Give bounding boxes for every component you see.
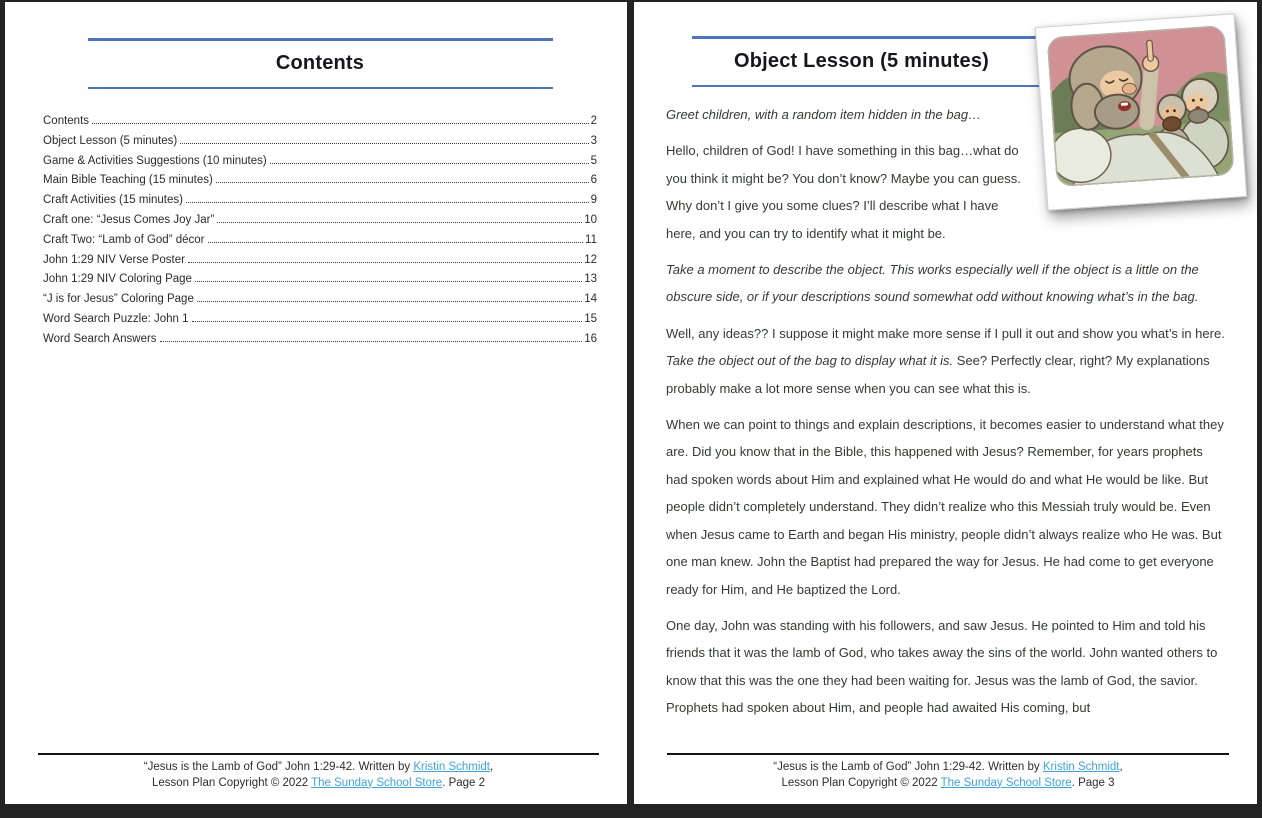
toc-entry-page: 11 [585, 233, 597, 246]
toc-entry-label: Word Search Puzzle: John 1 [43, 312, 189, 325]
footer-attribution-line [38, 760, 599, 776]
footer-rule [667, 753, 1229, 755]
dotted-leader [217, 222, 582, 223]
footer-text: Lesson Plan Copyright © 2022 [151, 776, 312, 789]
dotted-leader [92, 123, 589, 124]
dotted-leader [270, 163, 589, 164]
lesson-paragraph: Hello, children of God! I have something in this bag…what do you think it might be? You don’t know? Maybe you can guess. Why don’t I give you some clues? I’ll describe what I have here, and you can try to identify what it might be. [666, 143, 1021, 241]
toc-entry [43, 273, 597, 285]
toc-entry [43, 293, 597, 305]
toc-entry-page: 2 [590, 115, 597, 127]
dotted-leader [188, 262, 582, 263]
toc-entry-page: 12 [584, 253, 597, 266]
toc-entry-page: 15 [584, 312, 597, 325]
footer-copyright-line [38, 776, 599, 792]
footer-attribution-line [667, 760, 1229, 776]
toc-entry-label: Word Search Answers [43, 332, 157, 345]
dotted-leader [160, 341, 583, 342]
toc-entry-page: 6 [590, 174, 597, 187]
toc-entry-label: Craft Activities (15 minutes) [43, 194, 183, 207]
toc-entry-page: 13 [584, 273, 597, 286]
dotted-leader [186, 202, 589, 203]
store-link[interactable]: The Sunday School Store [311, 776, 443, 789]
toc-entry-page: 10 [584, 213, 597, 226]
dotted-leader [197, 301, 582, 302]
footer-text: Lesson Plan Copyright © 2022 [781, 776, 941, 789]
lesson-paragraph: When we can point to things and explain descriptions, it becomes easier to understand what they are. Did you know that in the Bible, this happened with Jesus? Remember, for years prophets had spoken words about Him and explained what He would do and what He would be like. But people didn’t completely understand. They didn’t realize who this Messiah truly would be. Even when Jesus came to Earth and began His ministry, people didn’t always realize who He was. But one man knew. John the Baptist had prepared the way for Jesus. He had come to get everyone ready for Him, and He baptized the Lord. [666, 417, 1224, 597]
toc-entry-page: 5 [590, 154, 597, 167]
toc-entry-page: 9 [590, 194, 597, 207]
toc-entry-label: Main Bible Teaching (15 minutes) [43, 174, 213, 187]
lesson-paragraph [666, 320, 1227, 402]
polaroid-frame [1035, 13, 1247, 211]
john-baptist-pointing-illustration [1047, 25, 1235, 187]
dotted-leader [192, 321, 583, 322]
stage-direction-paragraph: Take a moment to describe the object. This works especially well if the object is a little on the obscure side, or if your descriptions sound somewhat odd without knowing what’s in the bag. [666, 262, 1199, 305]
toc-entry [43, 214, 597, 226]
toc-entry [43, 155, 597, 167]
toc-entry-label: Contents [43, 115, 90, 127]
footer-rule [38, 753, 599, 755]
contents-title-block [88, 38, 553, 89]
toc-entry-label: Game & Activities Suggestions (10 minutes) [43, 154, 267, 167]
toc-entry [43, 194, 597, 206]
stage-direction-inline: Take the object out of the bag to display what it is. [666, 353, 954, 369]
toc-entry-page: 16 [584, 332, 597, 345]
page-footer [667, 753, 1229, 791]
dotted-leader [208, 242, 584, 243]
page-contents [5, 2, 627, 804]
toc-entry [43, 115, 597, 127]
footer-text: , [1119, 761, 1123, 773]
dotted-leader [195, 281, 582, 282]
toc-entry-label: John 1:29 NIV Coloring Page [43, 273, 192, 286]
toc-entry-label: Craft Two: “Lamb of God” décor [43, 233, 205, 246]
footer-text: “Jesus is the Lamb of God” John 1:29-42. Written by [143, 761, 414, 773]
page-title: Object Lesson (5 minutes) [733, 50, 990, 72]
author-link[interactable]: Kristin Schmidt [413, 761, 490, 773]
footer-page-number: . Page 3 [1071, 776, 1115, 789]
footer-page-number: . Page 2 [442, 776, 486, 789]
title-top-rule [88, 38, 553, 41]
title-bottom-rule [88, 87, 553, 89]
toc-entry-label: Craft one: “Jesus Comes Joy Jar” [43, 213, 215, 226]
toc-entry-label: “J is for Jesus” Coloring Page [43, 293, 194, 306]
footer-text: , [490, 761, 494, 773]
dotted-leader [180, 143, 588, 144]
toc-entry [43, 313, 597, 325]
page-footer [38, 753, 599, 791]
page-title: Contents [275, 52, 365, 74]
dotted-leader [216, 182, 589, 183]
table-of-contents [43, 115, 597, 345]
page-object-lesson [634, 2, 1257, 804]
store-link[interactable]: The Sunday School Store [940, 776, 1072, 789]
paragraph-text: Well, any ideas?? I suppose it might make more sense if I pull it out and show you what’s in here. [666, 325, 1225, 341]
author-link[interactable]: Kristin Schmidt [1042, 761, 1120, 773]
toc-entry [43, 333, 597, 345]
toc-entry-page: 14 [584, 293, 597, 306]
toc-entry [43, 254, 597, 266]
toc-entry [43, 135, 597, 147]
toc-entry [43, 234, 597, 246]
stage-direction-paragraph: Greet children, with a random item hidden in the bag… [666, 107, 982, 122]
toc-entry-page: 3 [590, 134, 597, 147]
toc-entry-label: Object Lesson (5 minutes) [43, 134, 178, 147]
paragraph-text: See? Perfectly clear, right? My explanations probably make a lot more sense when you can see what this is. [666, 353, 1210, 396]
polaroid-photo [1041, 20, 1241, 256]
footer-text: “Jesus is the Lamb of God” John 1:29-42. Written by [773, 761, 1043, 773]
footer-copyright-line [667, 776, 1229, 792]
toc-entry-label: John 1:29 NIV Verse Poster [43, 253, 185, 266]
lesson-paragraph: One day, John was standing with his followers, and saw Jesus. He pointed to Him and told his friends that it was the lamb of God, who takes away the sins of the world. John wanted others to know that this was the one they had been waiting for. Jesus was the lamb of God, the savior. Prophets had spoken about Him, and people had awaited His coming, but [666, 617, 1218, 716]
toc-entry [43, 174, 597, 186]
